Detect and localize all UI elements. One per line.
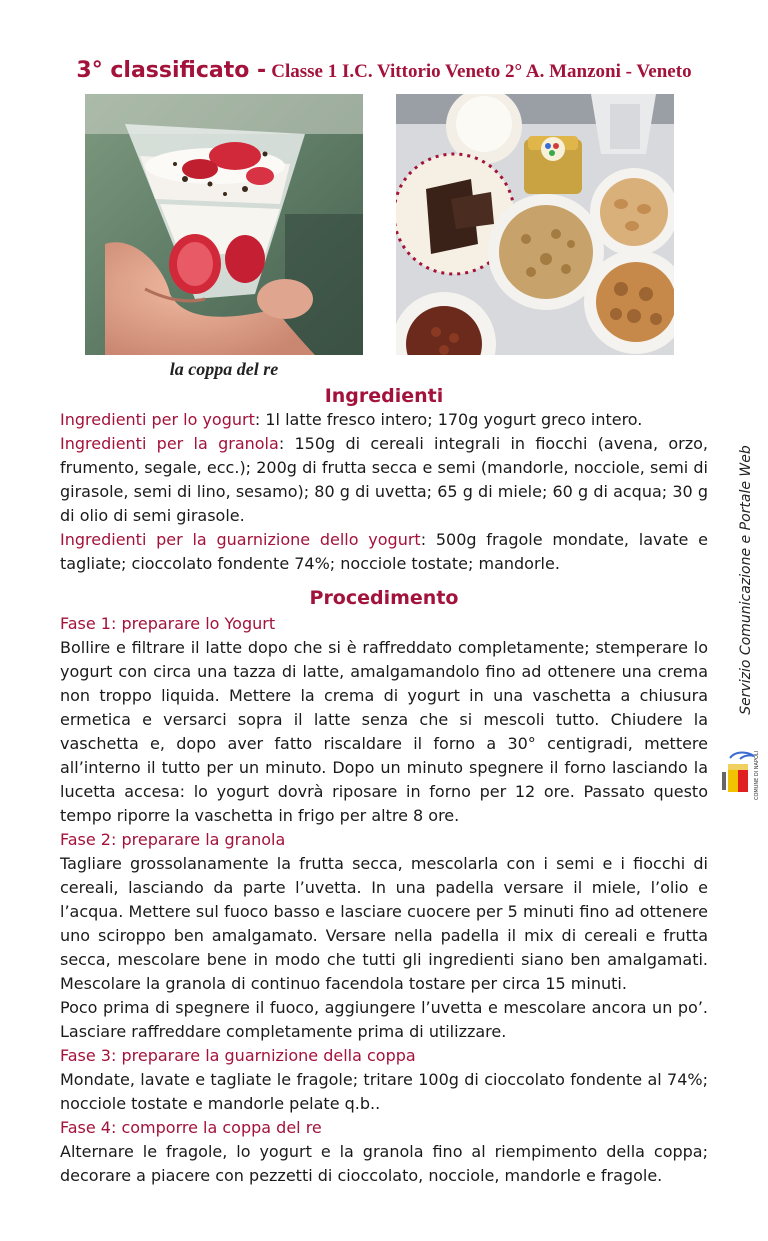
logo-text: COMUNE DI NAPOLI [754, 750, 760, 800]
phase-title: Fase 2: preparare la granola [60, 830, 286, 849]
phase-title: Fase 4: comporre la coppa del re [60, 1118, 322, 1137]
phase-text: Alternare le fragole, lo yogurt e la granola fino al riempimento della coppa; decorare a piacere con pezzetti di cioccolato, nocciole, mandorle e fragole. [60, 1142, 708, 1185]
photo-caption: la coppa del re [169, 359, 279, 379]
dessert-cup-photo [85, 94, 363, 355]
school-label: Classe 1 I.C. Vittorio Veneto 2° A. Manzoni - Veneto [271, 61, 692, 82]
comune-di-napoli-logo [718, 750, 764, 810]
ingredient-paragraph [60, 432, 708, 528]
ingredient-paragraph [60, 528, 708, 576]
ingredient-paragraph [60, 408, 708, 432]
ingredient-label: Ingredienti per lo yogurt [60, 410, 255, 429]
phase-title: Fase 3: preparare la guarnizione della coppa [60, 1046, 416, 1065]
ingredient-label: Ingredienti per la guarnizione dello yogurt [60, 530, 421, 549]
page-title [0, 58, 768, 83]
phase-text: Poco prima di spegnere il fuoco, aggiungere l’uvetta e mescolare ancora un po’. Lasciare raffreddare completamente prima di utilizzare. [60, 998, 708, 1041]
ingredient-label: Ingredienti per la granola [60, 434, 279, 453]
ingredient-text: : 500g fragole mondate, lavate e tagliate; cioccolato fondente 74%; nocciole tostate; mandorle. [60, 530, 708, 573]
procedure-heading: Procedimento [309, 587, 459, 609]
ingredient-text: : 150g di cereali integrali in fiocchi (avena, orzo, frumento, segale, ecc.); 200g di frutta secca e semi (mandorle, nocciole, semi di girasole, semi di lino, sesamo); 80 g di uvetta; 65 g di miele; 60 g di acqua; 30 g di olio di semi girasole. [60, 434, 709, 525]
recipe-content [60, 384, 708, 1188]
phase-title: Fase 1: preparare lo Yogurt [60, 614, 276, 633]
phase-text: Tagliare grossolanamente la frutta secca, mescolarla con i semi e i fiocchi di cereali, lasciando da parte l’uvetta. In una padella versare il miele, l’olio e l’acqua. Mettere sul fuoco basso e lasciare cuocere per 5 minuti fino ad ottenere uno sciroppo ben amalgamato. Versare nella padella il mix di cereali e frutta secca, mescolare bene in modo che tutti gli ingredienti siano ben amalgamati. Mescolare la granola di continuo facendola tostare per circa 15 minuti. [60, 854, 708, 993]
ingredients-photo [396, 94, 674, 355]
phase-text: Mondate, lavate e tagliate le fragole; tritare 100g di cioccolato fondente al 74%; nocciole tostate e mandorle pelate q.b.. [60, 1070, 708, 1113]
ingredient-text: : 1l latte fresco intero; 170g yogurt greco intero. [254, 410, 643, 429]
rank-label: 3° classificato - [76, 58, 267, 83]
phase-text: Bollire e filtrare il latte dopo che si è raffreddato completamente; stemperare lo yogurt con circa una tazza di latte, amalgamandolo fino ad ottenere una crema non troppo liquida. Mettere la crema di yogurt in una vaschetta a chiusura ermetica e versarci sopra il latte senza che si mescoli tutto. Chiudere la vaschetta e, dopo aver fatto riscaldare il forno a 30° centigradi, mettere all’interno il tutto per un minuto. Dopo un minuto spegnere il forno lasciando la lucetta accesa: lo yogurt dovrà riposare in forno per 12 ore. Passato questo tempo riporre la vaschetta in frigo per altre 8 ore. [60, 638, 708, 825]
vertical-credit-text: Servizio Comunicazione e Portale Web [738, 445, 754, 715]
ingredients-heading: Ingredienti [324, 385, 444, 407]
